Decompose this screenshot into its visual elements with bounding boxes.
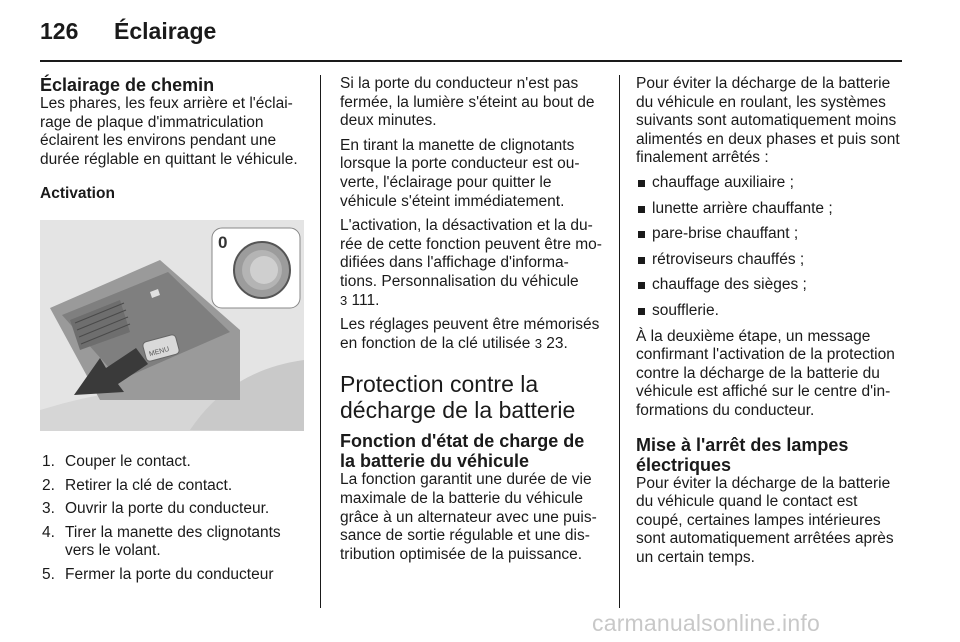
page-number: 126 [40,18,79,44]
list-item: chauffage auxiliaire ; [636,174,904,193]
header-rule [40,60,902,62]
column-separator [619,75,620,608]
column-left [40,75,308,590]
list-item: 3. Ouvrir la porte du conducteur. [42,500,270,518]
lever-menu-label: MENU [148,345,171,359]
page-reference-icon: 3 [534,335,542,351]
section-title-battery-protection: Protection contre la décharge de la batterie [340,371,576,424]
list-item: pare-brise chauffant ; [636,225,904,244]
second-stage-paragraph: À la deuxième étape, un message confirmant l'activation de la protection contre la décharge de la batterie du véhicule est affiché sur le centre d'in-formations du conducteur. [636,327,895,419]
column-right [636,75,904,573]
page-reference[interactable]: 23. [546,334,568,352]
watermark: carmanualsonline.info [592,610,820,636]
page-reference[interactable]: 111. [351,291,380,309]
bullet-square-icon [638,231,645,238]
battery-charge-paragraph: La fonction garantit une durée de vie maximale de la batterie du véhicule grâce à un alternateur avec une puis-sance de sortie régulable et une dis-tribution optimisée de la puissance. [340,471,597,563]
courtesy-lighting-intro: Les phares, les feux arrière et l'éclai-rage de plaque d'immatriculation éclairent les environs pendant une durée réglable en quittant le véhicule. [40,95,298,168]
reduced-systems-list [636,174,904,321]
list-item: 5. Fermer la porte du conducteur [42,565,274,583]
settings-paragraph: L'activation, la désactivation et la du-rée de cette fonction peuvent être mo-difiées dans l'affichage d'informa-tions. Personnalisation du véhicule 3 111. [340,217,602,309]
page-header [40,18,920,58]
figure-number-label: 0 [218,232,228,252]
list-item: 2. Retirer la clé de contact. [42,476,233,494]
indicator-lever-illustration [40,220,304,431]
bullet-square-icon [638,257,645,264]
column-separator [320,75,321,608]
lever-pull-paragraph: En tirant la manette de clignotants lorsque la porte conducteur est ou-verte, l'éclairage pour quitter le véhicule s'éteint immédiatement. [340,136,580,210]
list-item: 1. Couper le contact. [42,452,191,470]
lamp-switch-off-paragraph: Pour éviter la décharge de la batterie du véhicule quand le contact est coupé, certaines lampes intérieures sont automatiquement arrêtées après un certain temps. [636,474,894,566]
key-memory-paragraph: Les réglages peuvent être mémorisés en fonction de la clé utilisée 3 23. [340,316,600,352]
page-title: Éclairage [114,18,217,44]
indicator-lever-figure [40,220,304,431]
bullet-square-icon [638,180,645,187]
bullet-square-icon [638,206,645,213]
list-item: rétroviseurs chauffés ; [636,251,904,270]
list-item: 4. Tirer la manette des clignotants vers le volant. [42,523,281,560]
list-item: soufflerie. [636,302,904,321]
activation-steps [40,453,308,585]
door-open-paragraph: Si la porte du conducteur n'est pas fermée, la lumière s'éteint au bout de deux minutes. [340,75,595,130]
list-item: lunette arrière chauffante ; [636,200,904,219]
section-title-courtesy-lighting: Éclairage de chemin [40,75,215,95]
bullet-square-icon [638,308,645,315]
subtitle-battery-charge-function: Fonction d'état de charge de la batterie du véhicule [340,431,585,472]
activation-heading: Activation [40,185,115,203]
discharge-prevention-paragraph: Pour éviter la décharge de la batterie du véhicule en roulant, les systèmes suivants sont automatiquement moins alimentés en deux phases et puis sont finalement arrêtés : [636,75,900,167]
bullet-square-icon [638,282,645,289]
page-reference-icon: 3 [340,292,348,308]
list-item: chauffage des sièges ; [636,276,904,295]
column-middle [340,75,604,570]
subtitle-lamp-switch-off: Mise à l'arrêt des lampes électriques [636,434,849,475]
